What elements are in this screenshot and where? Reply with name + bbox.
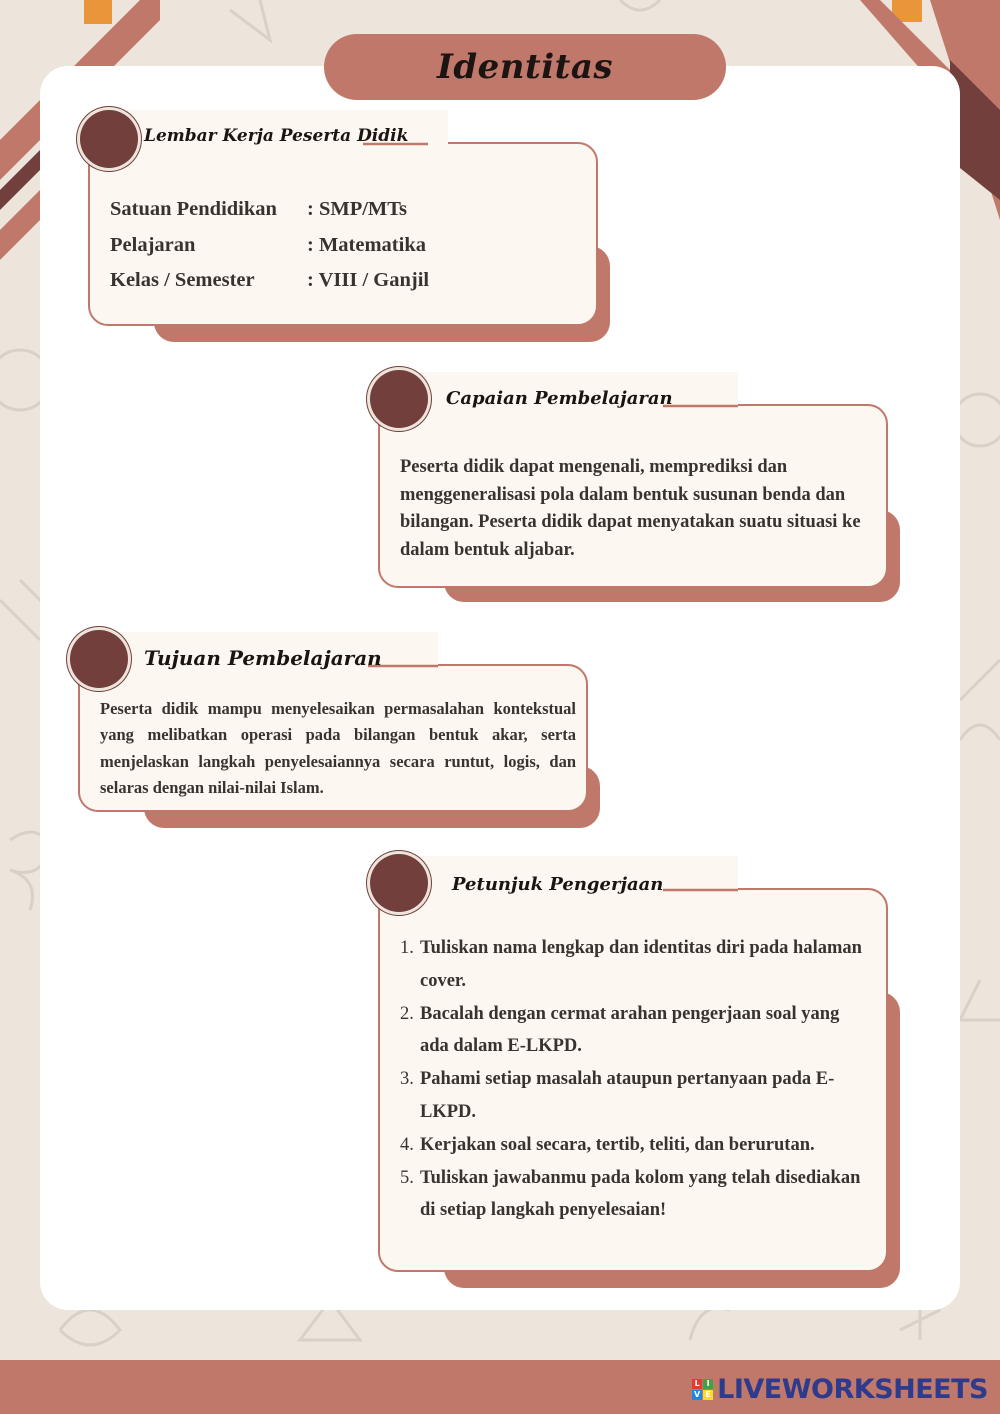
- step-text: Kerjakan soal secara, tertib, teliti, dan berurutan.: [420, 1134, 815, 1155]
- identity-value: : SMP/MTs: [307, 198, 408, 220]
- step-number: 3.: [400, 1069, 414, 1090]
- identity-key: Kelas / Semester: [110, 269, 255, 291]
- identity-value: : Matematika: [307, 233, 426, 256]
- capaian-text: Peserta didik dapat mengenali, memprediksi dan menggeneralisasi pola dalam bentuk susunan benda dan bilangan. Peserta didik dapat menyatakan suatu situasi ke dalam bentuk aljabar.: [400, 457, 861, 561]
- step-text: Bacalah dengan cermat arahan pengerjaan soal yang ada dalam E-LKPD.: [420, 1003, 840, 1057]
- list-item: [400, 1063, 870, 1129]
- capaian-bullet-circle: [370, 370, 428, 428]
- identity-card: [88, 108, 598, 326]
- list-item: [400, 932, 870, 998]
- step-number: 4.: [400, 1134, 414, 1155]
- identity-row: [110, 228, 429, 264]
- identity-list: [110, 192, 429, 299]
- liveworksheets-brand[interactable]: [692, 1374, 988, 1405]
- identity-key: Satuan Pendidikan: [110, 198, 277, 220]
- logo-letter: E: [703, 1390, 713, 1400]
- list-item: [400, 1162, 870, 1228]
- identity-key: Pelajaran: [110, 233, 196, 256]
- identity-row: [110, 263, 429, 299]
- list-item: [400, 998, 870, 1064]
- brand-name: LIVEWORKSHEETS: [717, 1374, 988, 1405]
- petunjuk-bullet-circle: [370, 854, 428, 912]
- list-item: [400, 1129, 870, 1162]
- capaian-heading: Capaian Pembelajaran: [446, 388, 673, 409]
- tujuan-bullet-circle: [70, 630, 128, 688]
- identity-row: [110, 192, 429, 228]
- tujuan-heading: Tujuan Pembelajaran: [144, 646, 382, 670]
- step-text: Tuliskan jawabanmu pada kolom yang telah disediakan di setiap langkah penyelesaian!: [420, 1167, 861, 1221]
- identity-bullet-circle: [80, 110, 138, 168]
- liveworksheets-logo-icon: [692, 1379, 713, 1400]
- page-title: Identitas: [436, 47, 614, 87]
- title-banner: [324, 34, 726, 100]
- petunjuk-list: [400, 932, 870, 1227]
- logo-letter: V: [694, 1390, 701, 1399]
- petunjuk-heading: Petunjuk Pengerjaan: [452, 874, 664, 895]
- petunjuk-card: [378, 854, 888, 1272]
- step-number: 1.: [400, 938, 414, 958]
- tujuan-text: Peserta didik mampu menyelesaikan permasalahan kontekstual yang melibatkan operasi pada bilangan bentuk akar, serta menjelaskan langkah penyelesaiannya secara runtut, logis, dan selaras dengan nilai-nilai Islam.: [100, 699, 576, 797]
- step-text: Tuliskan nama lengkap dan identitas diri pada halaman cover.: [420, 938, 862, 991]
- step-number: 2.: [400, 1003, 414, 1024]
- step-text: Pahami setiap masalah ataupun pertanyaan pada E-LKPD.: [420, 1069, 835, 1122]
- identity-heading: Lembar Kerja Peserta Didik: [144, 126, 409, 146]
- step-number: 5.: [400, 1167, 414, 1188]
- logo-letter: I: [703, 1379, 713, 1389]
- identity-value: : VIII / Ganjil: [307, 269, 430, 291]
- logo-letter: L: [692, 1379, 702, 1389]
- tujuan-card: [78, 630, 588, 812]
- capaian-card: [378, 370, 888, 588]
